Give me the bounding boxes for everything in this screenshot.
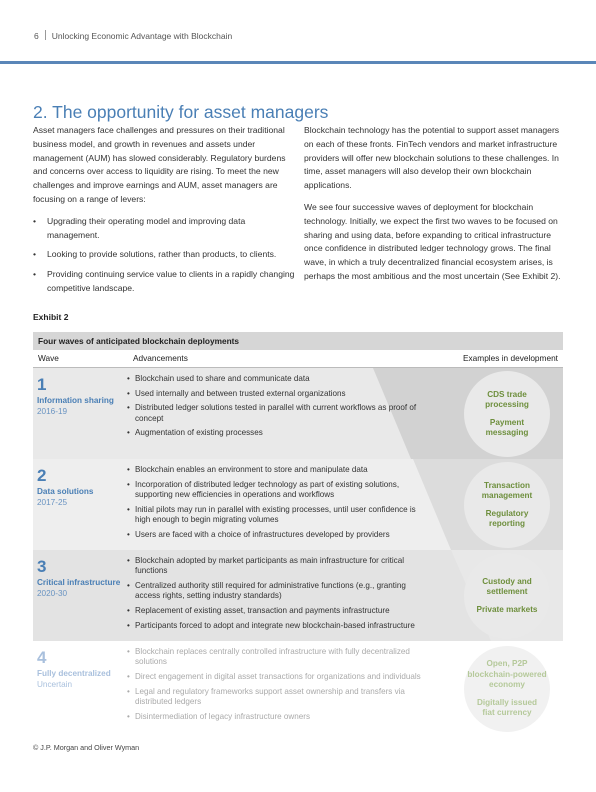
exhibit-table — [33, 332, 563, 739]
body-paragraph: We see four successive waves of deployment for blockchain technology. Initially, we expect the first two waves to be focused on sharing and using data, before expanding to critical infrastructure once confidence in distributed ledger technology grows. The final wave, in which a truly decentralized financial ecosystem arises, is perhaps the most ambitious and the most uncertain (See Exhibit 2). — [304, 201, 561, 281]
advancement-item: • Centralized authority still required for administrative functions (e.g., granting access rights, setting industry standards) — [127, 581, 427, 601]
intro-paragraph: Asset managers face challenges and pressures on their traditional business model, and growth in revenues and assets under management (AUM) has slowed considerably. Regulatory burdens and concerns over access to liquidity are rising. To meet the new challenges and improve earnings and AUM, asset managers are focusing on a range of levers: — [33, 125, 286, 204]
example-item: Private markets — [476, 604, 538, 614]
examples-circle — [464, 553, 550, 639]
wave-number: 2 — [37, 466, 47, 485]
advancement-item: • Replacement of existing asset, transaction and payments infrastructure — [127, 606, 427, 616]
wave-cell — [37, 467, 129, 508]
section-title: 2. The opportunity for asset managers — [33, 101, 329, 122]
advancements-cell — [127, 556, 427, 635]
levers-list — [33, 215, 295, 296]
advancements-cell — [127, 465, 427, 544]
advancement-item: • Direct engagement in digital asset transactions for organizations and individuals — [127, 672, 427, 682]
left-column — [33, 124, 295, 302]
examples-circle — [464, 462, 550, 548]
advancement-item: • Users are faced with a choice of infrastructures developed by providers — [127, 530, 427, 540]
advancements-cell — [127, 374, 427, 443]
advancement-item: • Disintermediation of legacy infrastructure owners — [127, 712, 427, 722]
page-number: 6 — [34, 31, 39, 41]
example-item: Digitally issued fiat currency — [476, 697, 538, 718]
example-item: Open, P2P blockchain-powered economy — [467, 659, 547, 690]
wave-number: 1 — [37, 375, 47, 394]
lever-item: • Providing continuing service value to clients in a rapidly changing competitive landscape. — [33, 268, 295, 296]
footer-copyright: © J.P. Morgan and Oliver Wyman — [33, 743, 140, 752]
exhibit-label: Exhibit 2 — [33, 312, 69, 322]
document-title: Unlocking Economic Advantage with Blockchain — [51, 31, 233, 41]
table-row — [33, 641, 563, 739]
table-row — [33, 550, 563, 641]
wave-years: Uncertain — [37, 680, 73, 689]
wave-name: Data solutions — [37, 487, 94, 496]
wave-name: Fully decentralized — [37, 669, 111, 678]
column-header-wave: Wave — [38, 353, 59, 363]
advancement-item: • Blockchain adopted by market participants as main infrastructure for critical functions — [127, 556, 427, 576]
advancement-item: • Blockchain enables an environment to store and manipulate data — [127, 465, 427, 475]
wave-number: 3 — [37, 557, 47, 576]
example-item: Regulatory reporting — [485, 508, 529, 528]
advancement-item: • Legal and regulatory frameworks support asset ownership and transfers via distributed ledgers — [127, 687, 427, 707]
wave-years: 2017-25 — [37, 498, 68, 507]
advancement-item: • Augmentation of existing processes — [127, 428, 427, 438]
table-row — [33, 459, 563, 550]
example-item: Custody and settlement — [482, 576, 532, 597]
advancement-item: • Blockchain replaces centrally controlled infrastructure with fully decentralized solutions — [127, 647, 427, 667]
wave-years: 2020-30 — [37, 589, 68, 598]
advancement-item: • Blockchain used to share and communicate data — [127, 374, 427, 384]
running-header — [34, 30, 232, 41]
body-paragraph: Blockchain technology has the potential to support asset managers on each of these fronts. FinTech vendors and market infrastructure providers will offer new blockchain solutions to these challenges. In time, asset managers will also develop their own blockchain applications. — [304, 125, 560, 191]
exhibit-title: Four waves of anticipated blockchain deployments — [33, 332, 563, 350]
header-rule — [0, 61, 596, 64]
lever-item: • Looking to provide solutions, rather than products, to clients. — [33, 248, 295, 262]
example-item: Transaction management — [481, 480, 533, 500]
example-item: CDS trade processing — [485, 389, 529, 409]
table-header — [33, 350, 563, 368]
wave-cell — [37, 376, 129, 417]
wave-years: 2016-19 — [37, 407, 68, 416]
advancement-item: • Distributed ledger solutions tested in parallel with current workflows as proof of concept — [127, 403, 427, 423]
advancement-item: • Participants forced to adopt and integrate new blockchain-based infrastructure — [127, 621, 427, 631]
wave-name: Critical infrastructure — [37, 578, 121, 587]
wave-name: Information sharing — [37, 396, 114, 405]
table-row — [33, 368, 563, 459]
header-divider — [45, 30, 46, 40]
right-column — [304, 124, 566, 292]
advancement-item: • Incorporation of distributed ledger technology as part of existing solutions, supporting new efficiencies in operations and workflows — [127, 480, 427, 500]
lever-item: • Upgrading their operating model and improving data management. — [33, 215, 295, 243]
wave-cell — [37, 649, 129, 690]
column-header-advancements: Advancements — [133, 353, 188, 363]
example-item: Payment messaging — [485, 417, 529, 437]
examples-circle — [464, 371, 550, 457]
advancement-item: • Used internally and between trusted external organizations — [127, 389, 427, 399]
advancement-item: • Initial pilots may run in parallel with existing processes, until user confidence is high enough to begin migrating volumes — [127, 505, 427, 525]
wave-cell — [37, 558, 129, 599]
advancements-cell — [127, 647, 427, 726]
column-header-examples: Examples in development — [462, 353, 558, 363]
examples-circle — [464, 646, 550, 732]
wave-number: 4 — [37, 648, 47, 667]
